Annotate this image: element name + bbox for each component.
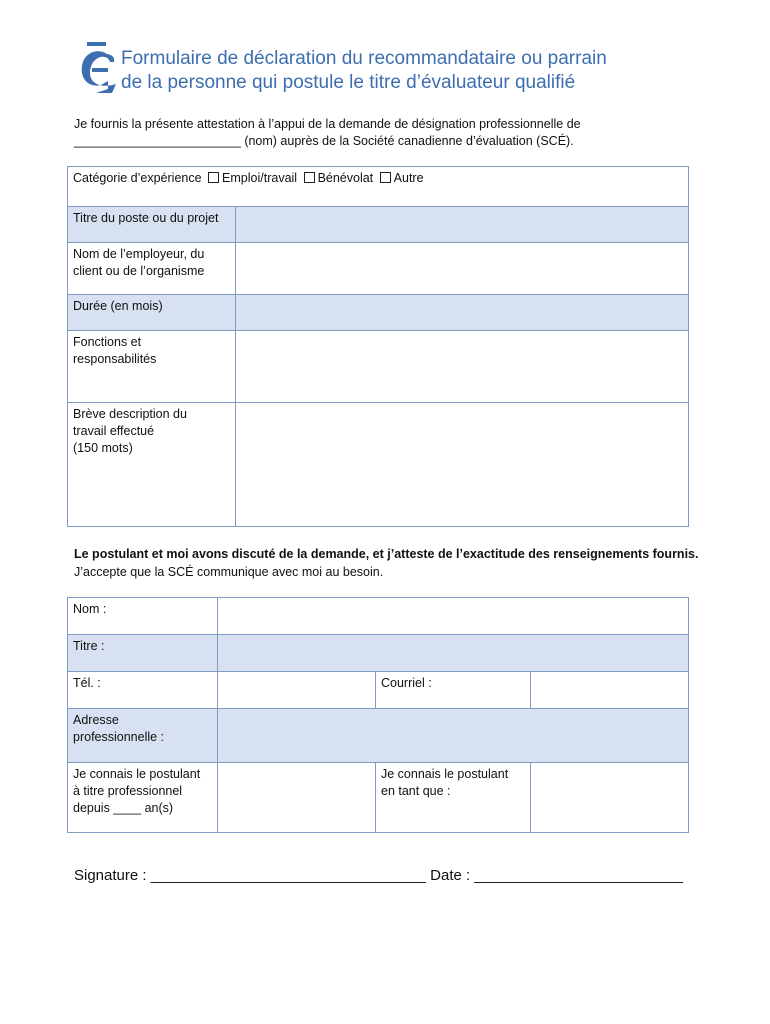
courriel-field[interactable] (531, 672, 689, 709)
table-row (68, 709, 689, 763)
duties-field[interactable] (236, 331, 689, 403)
intro-line-1: Je fournis la présente attestation à l’appui de la demande de désignation professionnelle de (74, 117, 581, 131)
attestation-line: J’accepte que la SCÉ communique avec moi au besoin. (74, 565, 384, 579)
page-title (121, 47, 607, 95)
employer-label (68, 243, 236, 295)
courriel-label: Courriel : (376, 672, 531, 709)
known-as-label (376, 763, 531, 833)
job-title-label: Titre du poste ou du projet (68, 207, 236, 243)
description-label-line: travail effectué (73, 424, 155, 438)
duties-label-line: Fonctions et (73, 335, 142, 349)
table-row (68, 763, 689, 833)
known-since-field[interactable] (218, 763, 376, 833)
option-emploi: Emploi/travail (222, 171, 298, 185)
option-autre: Autre (393, 171, 424, 185)
known-since-line: depuis ____ an(s) (73, 801, 174, 815)
table-row (68, 598, 689, 635)
intro-text (74, 116, 694, 150)
title-line-2: de la personne qui postule le titre d’évaluateur qualifié (121, 72, 576, 93)
sce-logo-icon (74, 40, 120, 96)
nom-label: Nom : (68, 598, 218, 635)
job-title-field[interactable] (236, 207, 689, 243)
attestation-bold: Le postulant et moi avons discuté de la demande, et j’atteste de l’exactitude des renseignements fournis. (74, 547, 699, 561)
description-label-line: Brève description du (73, 407, 187, 421)
attestation-text (74, 545, 714, 581)
category-cell (68, 167, 689, 207)
table-row (68, 672, 689, 709)
checkbox-emploi[interactable] (208, 172, 219, 183)
table-row (68, 207, 689, 243)
category-label: Catégorie d’expérience (73, 171, 202, 185)
checkbox-autre[interactable] (380, 172, 391, 183)
adresse-label (68, 709, 218, 763)
duties-label-line: responsabilités (73, 352, 157, 366)
adresse-field[interactable] (218, 709, 689, 763)
table-row (68, 295, 689, 331)
option-benevolat: Bénévolat (317, 171, 374, 185)
titre-field[interactable] (218, 635, 689, 672)
table-row (68, 635, 689, 672)
known-as-field[interactable] (531, 763, 689, 833)
adresse-label-line: Adresse (73, 713, 119, 727)
adresse-label-line: professionnelle : (73, 730, 165, 744)
duration-field[interactable] (236, 295, 689, 331)
nom-field[interactable] (218, 598, 689, 635)
tel-field[interactable] (218, 672, 376, 709)
duties-label (68, 331, 236, 403)
category-row (68, 167, 689, 207)
known-since-label (68, 763, 218, 833)
employer-field[interactable] (236, 243, 689, 295)
table-row (68, 243, 689, 295)
description-field[interactable] (236, 403, 689, 527)
titre-label: Titre : (68, 635, 218, 672)
employer-label-line: client ou de l’organisme (73, 264, 205, 278)
contact-table (67, 597, 689, 833)
table-row (68, 403, 689, 527)
known-since-line: à titre professionnel (73, 784, 183, 798)
intro-line-2: ________________________ (nom) auprès de la Société canadienne d’évaluation (SCÉ). (74, 134, 574, 148)
employer-label-line: Nom de l’employeur, du (73, 247, 205, 261)
experience-table (67, 166, 689, 527)
known-as-line: Je connais le postulant (381, 767, 509, 781)
title-line-1: Formulaire de déclaration du recommandataire ou parrain (121, 48, 607, 69)
tel-label: Tél. : (68, 672, 218, 709)
table-row (68, 331, 689, 403)
known-as-line: en tant que : (381, 784, 451, 798)
signature-line[interactable]: Signature : _________________________________ Date : _________________________ (74, 867, 683, 884)
description-label-line: (150 mots) (73, 441, 133, 455)
checkbox-benevolat[interactable] (304, 172, 315, 183)
description-label (68, 403, 236, 527)
duration-label: Durée (en mois) (68, 295, 236, 331)
known-since-line: Je connais le postulant (73, 767, 201, 781)
